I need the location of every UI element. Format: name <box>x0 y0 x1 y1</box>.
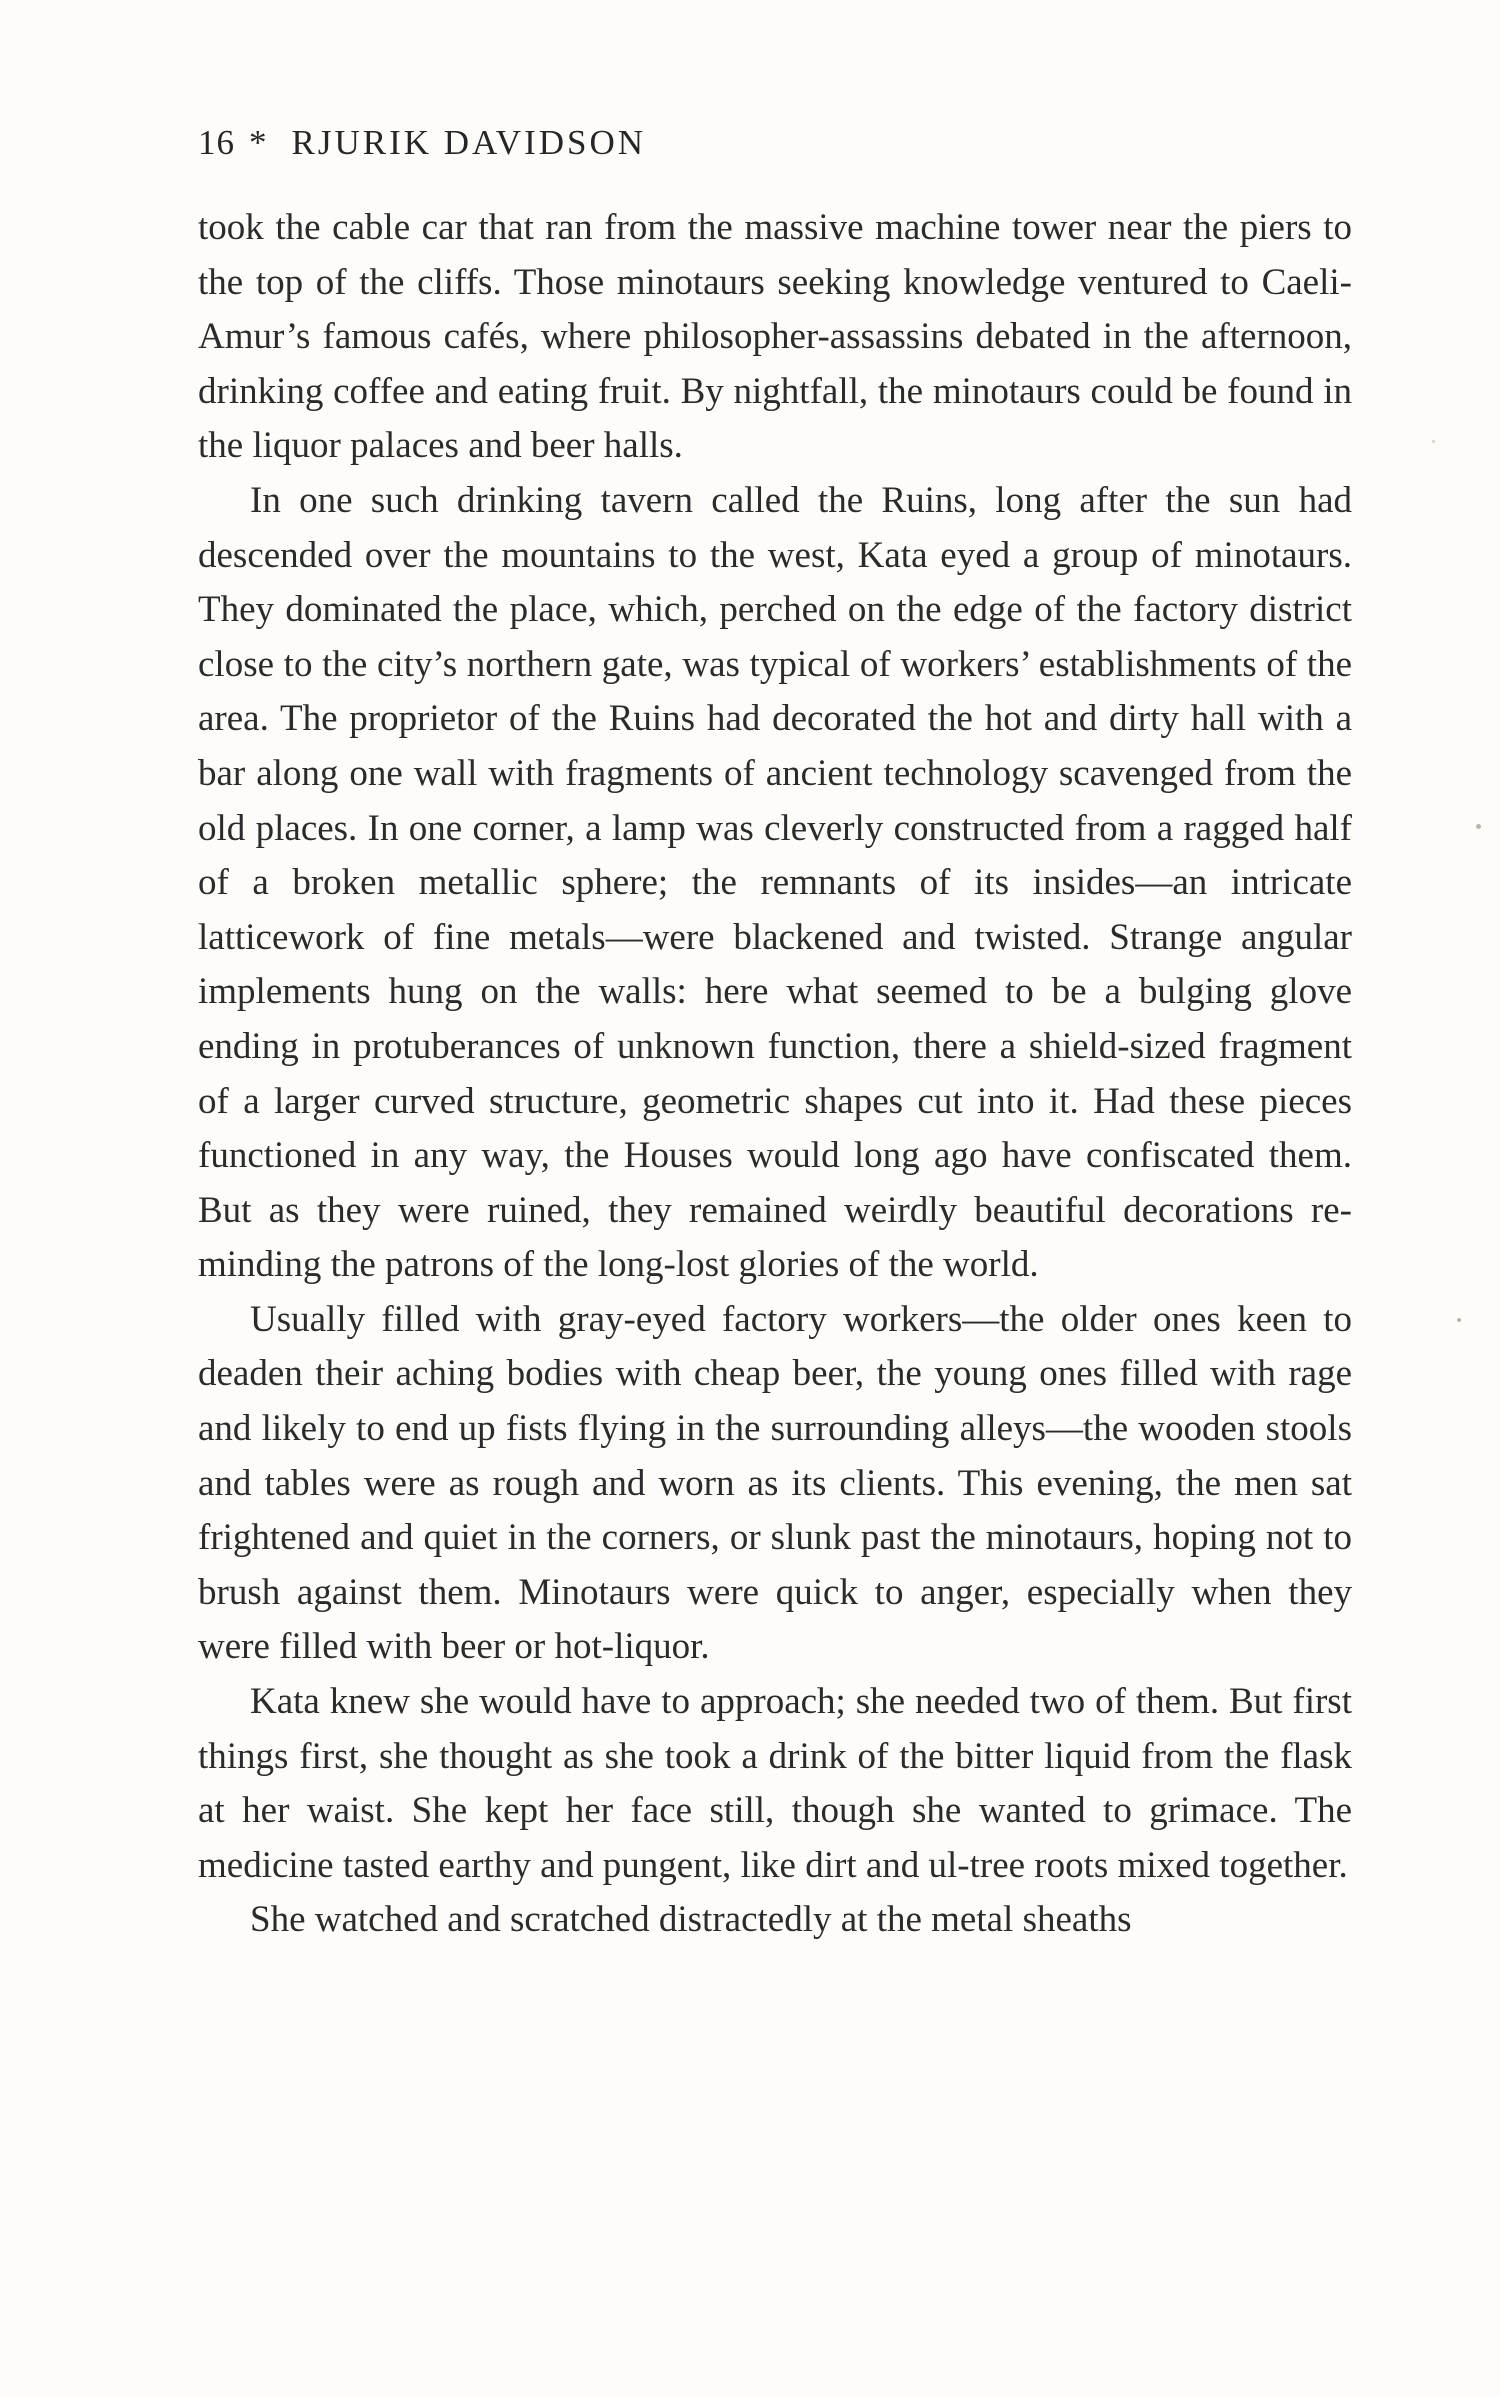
paragraph: Kata knew she would have to approach; she needed two of them. But first things first, she thought as she took a drink of the bitter liquid from the flask at her waist. She kept her face still, though she wanted to grimace. The medicine tasted earthy and pungent, like dirt and ul-tree roots mixed together. <box>198 1681 1352 1886</box>
paper-speck <box>1457 1318 1461 1322</box>
paper-speck <box>1432 440 1435 443</box>
body-text <box>198 201 1352 1948</box>
paragraph: In one such drinking tavern called the Ruins, long after the sun had descended over the mountains to the west, Kata eyed a group of minotaurs. They dominated the place, which, perched on the edge of the factory district close to the city’s northern gate, was typical of workers’ establishments of the area. The proprietor of the Ruins had decorated the hot and dirty hall with a bar along one wall with fragments of ancient technology scavenged from the old places. In one corner, a lamp was cleverly constructed from a ragged half of a broken metallic sphere; the remnants of its insides—an intricate latticework of fine metals—were blackened and twisted. Strange angular implements hung on the walls: here what seemed to be a bulging glove ending in protuberances of unknown function, there a shield-sized fragment of a larger curved structure, geometric shapes cut into it. Had these pieces functioned in any way, the Houses would long ago have confiscated them. But as they were ruined, they remained weirdly beautiful decorations reminding the patrons of the long-lost glories of the world. <box>198 479 1352 1286</box>
paragraph: Usually filled with gray-eyed factory workers—the older ones keen to deaden their aching bodies with cheap beer, the young ones filled with rage and likely to end up fists flying in the surrounding alleys—the wooden stools and tables were as rough and worn as its clients. This evening, the men sat frightened and quiet in the corners, or slunk past the minotaurs, hoping not to brush against them. Minotaurs were quick to anger, especially when they were filled with beer or hot-liquor. <box>198 1298 1352 1668</box>
header-separator: * <box>249 123 270 162</box>
author-name: RJURIK DAVIDSON <box>291 123 647 162</box>
paragraph: She watched and scratched distractedly at the metal sheaths <box>250 1899 1132 1941</box>
page-number: 16 <box>198 123 235 162</box>
paragraph: took the cable car that ran from the massive machine tower near the piers to the top of the cliffs. Those minotaurs seeking knowledge ventured to Caeli-Amur’s famous cafés, where philosopher-assassins debated in the afternoon, drinking coffee and eating fruit. By nightfall, the minotaurs could be found in the liquor palaces and beer halls. <box>198 207 1352 467</box>
paper-speck <box>1476 824 1481 829</box>
running-head <box>198 118 646 168</box>
